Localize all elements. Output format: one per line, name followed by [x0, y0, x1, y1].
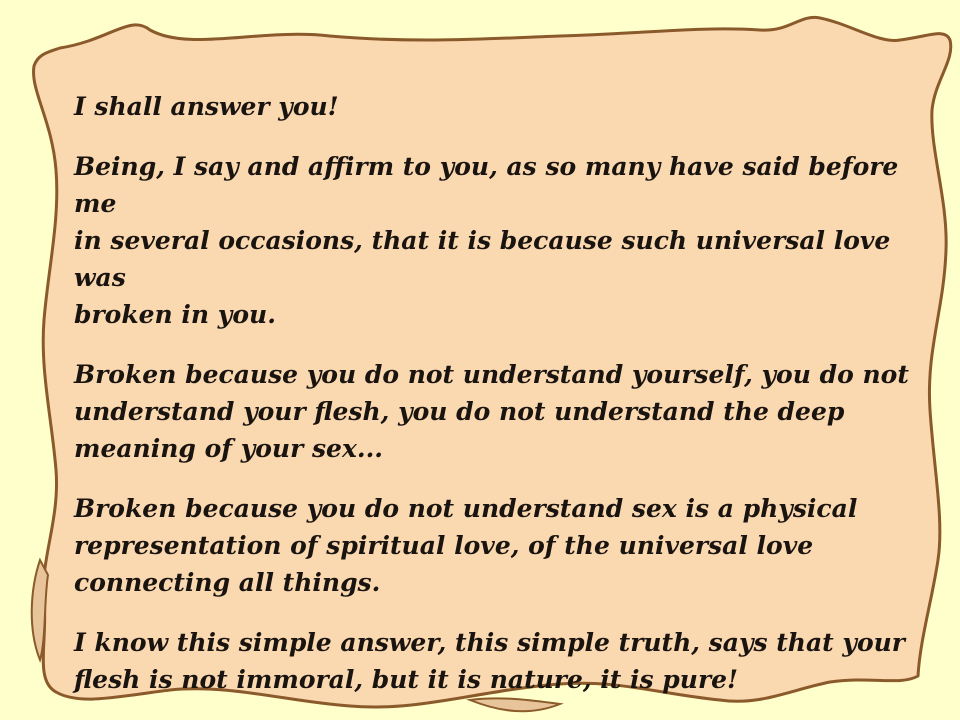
message-text — [74, 88, 924, 720]
paragraph-3: Broken because you do not understand yourself, you do not understand your flesh, you do not understand the deep meaning of your sex... — [74, 360, 909, 463]
paragraph-5: I know this simple answer, this simple truth, says that your flesh is not immoral, but it is nature, it is pure! — [74, 628, 905, 694]
paragraph-4: Broken because you do not understand sex is a physical representation of spiritual love, of the universal love connecting all things. — [74, 494, 858, 597]
paragraph-2: Being, I say and affirm to you, as so many have said before me in several occasions, that it is because such universal love was broken in you. — [74, 152, 899, 329]
paragraph-1: I shall answer you! — [74, 92, 339, 121]
